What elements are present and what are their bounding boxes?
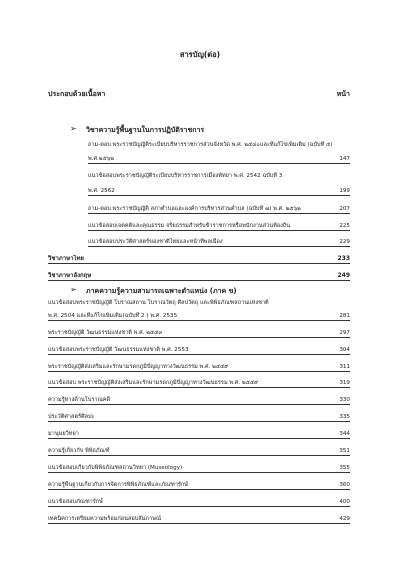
toc-line: วิชาภาษาอังกฤษ 249 — [48, 272, 350, 279]
toc-line: มานุษยวิทยา 344 — [48, 431, 350, 437]
section-1-title: ➢ วิชาความรู้พื้นฐานในการปฏิบัติราชการ — [70, 124, 205, 134]
header-page-label: หน้า — [336, 90, 350, 98]
toc-line: แนวข้อสอบพระราชบัญญัติ วัฒนธรรมแห่งชาติ พ.ศ. 2553 304 — [48, 347, 350, 353]
toc-line: ความรู้พื้นฐานเกี่ยวกับการจัดการพิพิธภัณฑ์และภัณฑารักษ์ 360 — [48, 482, 350, 488]
toc-line: แนวข้อสอบพระราชบัญญัติระเบียบบริหารราชการเมืองพัทยา พ.ศ. 2542 ฉบับที่ 3 — [88, 173, 283, 179]
toc-line: แนวข้อสอบประวัติศาสตร์ของชาติไทยและหน้าที่พลเมือง 229 — [88, 239, 350, 245]
toc-header — [48, 89, 350, 100]
toc-line: วิชาภาษาไทย 233 — [48, 255, 350, 262]
toc-line: เทคนิคการเตรียมความพร้อมก่อนสอบสัมภาษณ์ 429 — [48, 516, 350, 522]
page-title: สารบัญ(ต่อ) — [179, 50, 221, 59]
toc-line: ความรู้เกี่ยวกับ พิพิธภัณฑ์ 351 — [48, 448, 350, 454]
toc-line: พ.ศ. 2504 และที่แก้ไขเพิ่มเติม(ฉบับที่ 2 ) พ.ศ. 2535 281 — [48, 313, 350, 319]
toc-line: พระราชบัญญัติ วัฒนธรรมแห่งชาติ พ.ศ. ๒๕๕๓ 297 — [48, 330, 350, 336]
toc-line: แนวข้อสอบเจตคติและคุณธรรม จริยธรรมสำหรับข้าราชการหรือพนักงานส่วนท้องถิ่น 225 — [88, 223, 350, 229]
header-content-label: ประกอบด้วยเนื้อหา — [48, 90, 106, 98]
arrow-bullet-icon: ➢ — [70, 285, 77, 294]
toc-line: พ.ศ.๒๕๖๒ 147 — [88, 156, 350, 162]
toc-line: แนวข้อสอบภัณฑารักษ์ 400 — [48, 499, 350, 505]
toc-line: แนวข้อสอบเกี่ยวกับพิพิธภัณฑสถานวิทยา (Museology) 355 — [48, 465, 350, 471]
toc-line: แนวข้อสอบ พระราชบัญญัติส่งเสริมและรักษามรดกภูมิปัญญาทางวัฒนธรรม พ.ศ. ๒๕๕๙ 319 — [48, 380, 350, 386]
toc-line: ถาม-ตอบ พระราชบัญญัติ สภาตำบลและองค์การบริหารส่วนตำบล (ฉบับที่ ๗) พ.ศ. ๒๕๖๒ 207 — [88, 206, 350, 212]
toc-line: พระราชบัญญัติส่งเสริมและรักษามรดกภูมิปัญญาทางวัฒนธรรม พ.ศ. ๒๕๕๙ 311 — [48, 364, 350, 370]
toc-line: ถาม-ตอบ พระราชบัญญัติระเบียบบริหารราชการส่วนจังหวัด พ.ศ. ๒๕๔๐และที่แก้ไขเพิ่มเติม (ฉบับที่ ๕) — [88, 142, 333, 148]
toc-line: ประวัติศาสตร์ศิลปะ 335 — [48, 414, 350, 420]
toc-line: แนวข้อสอบพระราชบัญญัติ โบราณสถาน โบราณวัตถุ ศิลปวัตถุ และพิพิธภัณฑสถานแห่งชาติ — [48, 300, 269, 306]
toc-line: พ.ศ. 2562 199 — [88, 188, 350, 194]
arrow-bullet-icon: ➢ — [70, 124, 77, 133]
toc-line: ความรู้ทางด้านโบราณคดี 330 — [48, 397, 350, 403]
section-2-title: ➢ ภาคความรู้ความสามารถเฉพาะตำแหน่ง (ภาค ข) — [70, 285, 237, 295]
